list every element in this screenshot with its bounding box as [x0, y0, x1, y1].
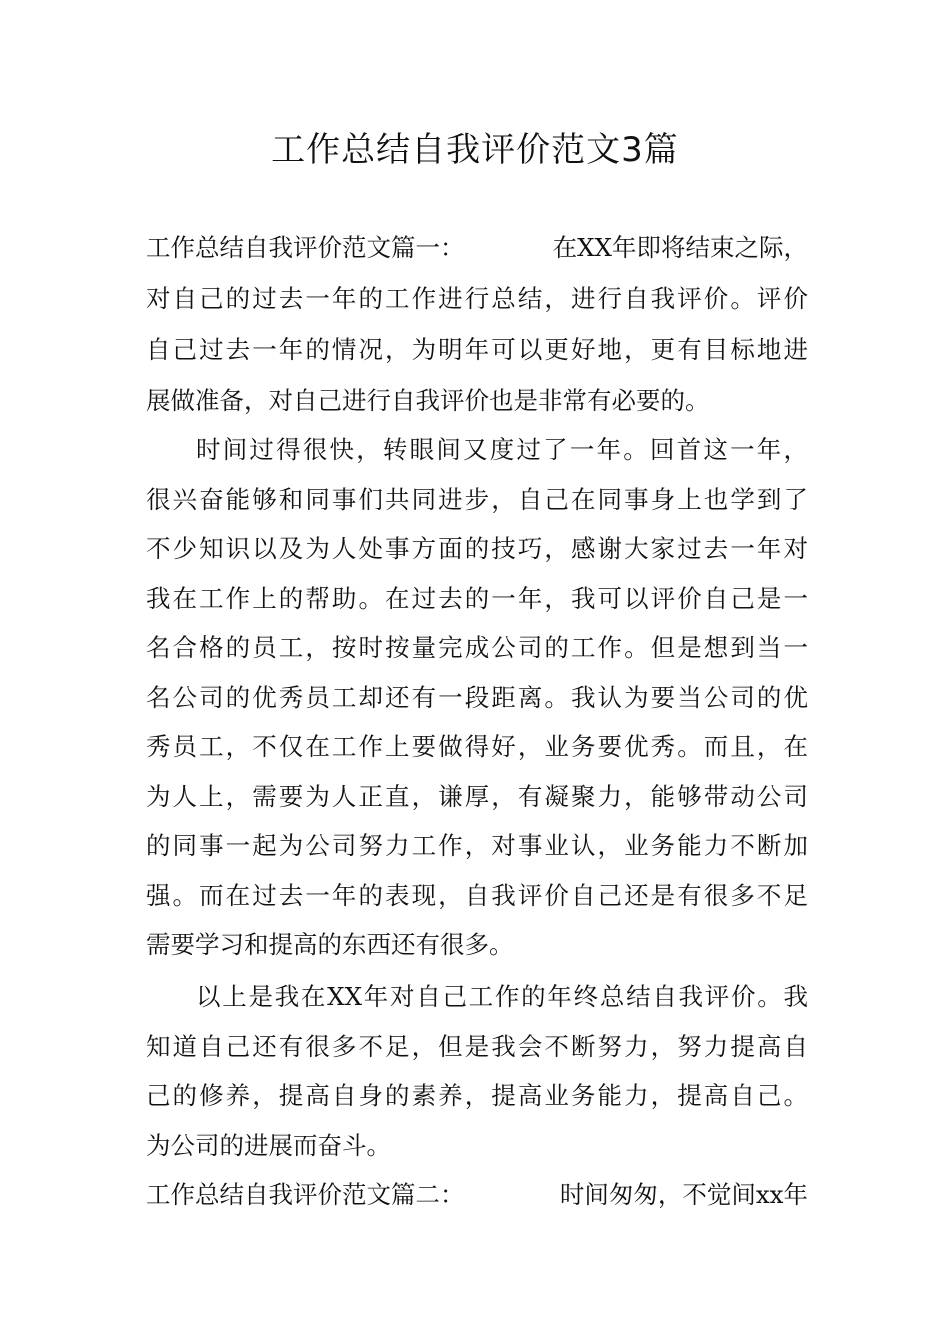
paragraph-2-line: 名公司的优秀员工却还有一段距离。我认为要当公司的优: [146, 683, 808, 712]
paragraph-3-line: 知道自己还有很多不足，但是我会不断努力，努力提高自: [146, 1032, 808, 1061]
paragraph-1-line: 展做准备，对自己进行自我评价也是非常有必要的。: [146, 386, 710, 415]
document-title: 工作总结自我评价范文3篇: [271, 130, 679, 170]
section-2-heading: 工作总结自我评价范文篇二：: [146, 1180, 465, 1209]
paragraph-3-line: 以上是我在XX年对自己工作的年终总结自我评价。我: [196, 982, 808, 1011]
paragraph-3-line: 为公司的进展而奋斗。: [146, 1131, 391, 1160]
paragraph-2-line: 很兴奋能够和同事们共同进步，自己在同事身上也学到了: [146, 485, 808, 514]
paragraph-3-line: 己的修养，提高自身的素养，提高业务能力，提高自己。: [146, 1081, 808, 1110]
section-2-lead-text: 时间匆匆，不觉间xx年: [559, 1180, 808, 1209]
paragraph-2-line: 秀员工，不仅在工作上要做得好，业务要优秀。而且，在: [146, 732, 808, 761]
paragraph-1-line: 自己过去一年的情况，为明年可以更好地，更有目标地进: [146, 335, 808, 364]
paragraph-2-line: 时间过得很快，转眼间又度过了一年。回首这一年，: [196, 435, 808, 464]
section-1-lead-text: 在XX年即将结束之际，: [552, 233, 808, 262]
paragraph-2-line: 强。而在过去一年的表现，自我评价自己还是有很多不足: [146, 881, 808, 910]
paragraph-1-line: 对自己的过去一年的工作进行总结，进行自我评价。评价: [146, 284, 808, 313]
paragraph-2-line: 需要学习和提高的东西还有很多。: [146, 930, 514, 959]
section-1-heading: 工作总结自我评价范文篇一：: [146, 233, 465, 262]
paragraph-2-line: 名合格的员工，按时按量完成公司的工作。但是想到当一: [146, 633, 808, 662]
paragraph-2-line: 为人上，需要为人正直，谦厚，有凝聚力，能够带动公司: [146, 782, 808, 811]
paragraph-2-line: 的同事一起为公司努力工作，对事业认，业务能力不断加: [146, 831, 808, 860]
paragraph-2-line: 不少知识以及为人处事方面的技巧，感谢大家过去一年对: [146, 534, 808, 563]
paragraph-2-line: 我在工作上的帮助。在过去的一年，我可以评价自己是一: [146, 584, 808, 613]
